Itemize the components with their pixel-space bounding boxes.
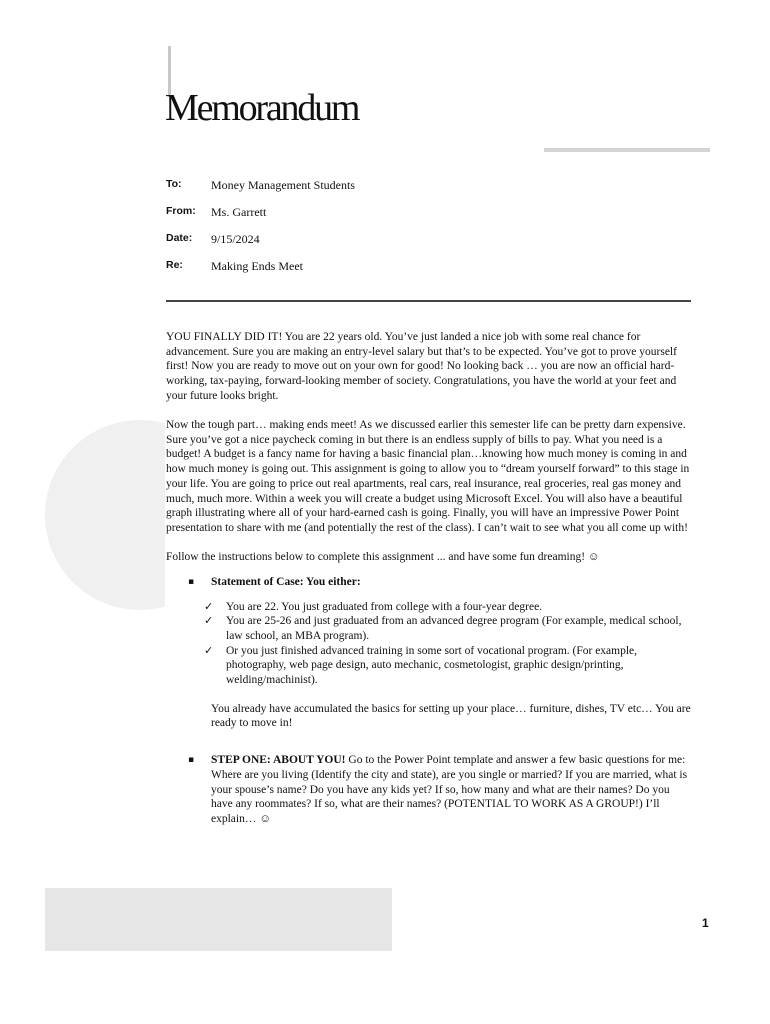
re-label: Re: xyxy=(166,259,183,271)
case-followup: You already have accumulated the basics for setting up your place… furniture, dishes, TV etc… You are ready to move in! xyxy=(211,702,691,730)
from-value: Ms. Garrett xyxy=(211,205,267,219)
case-heading: Statement of Case: You either: xyxy=(211,575,361,588)
to-label: To: xyxy=(166,178,182,190)
step-one-text: Go to the Power Point template and answer a few basic questions for me: Where are you living (Identify the city and state), are you single or married? If you are married, what is your spouse’s name? Do you have any kids yet? If so, how many and what are their names? Do you have any roommates? If so, what are their names? (POTENTIAL TO WORK AS A GROUP!) I’ll explain… ☺ xyxy=(211,754,688,825)
case-section xyxy=(188,575,694,731)
bullet-icon: ▪ xyxy=(188,576,195,587)
re-value: Making Ends Meet xyxy=(211,259,303,273)
instructions-paragraph: Follow the instructions below to complete this assignment ... and have some fun dreaming! ☺ xyxy=(166,551,600,564)
list-item: ✓ You are 22. You just graduated from college with a four-year degree. xyxy=(204,599,543,613)
list-item: ✓ You are 25-26 and just graduated from an advanced degree program (For example, medical school, law school, an MBA program). xyxy=(204,614,682,642)
memo-body xyxy=(166,330,694,827)
checkmark-icon: ✓ xyxy=(204,599,214,613)
budget-paragraph: Now the tough part… making ends meet! As we discussed earlier this semester life can be pretty darn expensive. Sure you’ve got a nice paycheck coming in but there is an endless supply of bills to pay. What you need is a budget! A budget is a fancy name for having a basic financial plan…knowing how much money is coming in and how much money is going out. This assignment is going to allow you to “dream yourself forward” to this stage in your life. You are going to price out real apartments, real cars, real insurance, real groceries, real gas money and much, much more. Within a week you will create a budget using Microsoft Excel. You will also have a beautiful graph illustrating where all of your hard-earned cash is going. Finally, you will have an impressive Power Point presentation to share with me (and potentially the rest of the class). I can’t wait to see what you all come up with! xyxy=(166,419,690,534)
date-value: 9/15/2024 xyxy=(211,232,260,246)
to-value: Money Management Students xyxy=(211,178,355,192)
from-label: From: xyxy=(166,205,196,217)
decorative-footer-box xyxy=(45,888,392,951)
checkmark-icon: ✓ xyxy=(204,643,214,657)
case-list xyxy=(204,599,694,688)
step-one-section xyxy=(188,753,694,827)
date-label: Date: xyxy=(166,232,193,244)
header-divider xyxy=(166,300,691,302)
checkmark-icon: ✓ xyxy=(204,614,214,628)
step-one-heading: STEP ONE: ABOUT YOU! xyxy=(211,754,346,767)
bullet-icon: ▪ xyxy=(188,755,195,766)
page-number: 1 xyxy=(702,916,709,930)
decorative-title-rule xyxy=(544,148,710,152)
list-item: ✓ Or you just finished advanced training in some sort of vocational program. (For example, photography, web page design, auto mechanic, cosmetologist, graphic design/printing, welding/machinist). xyxy=(204,643,638,687)
memo-title: Memorandum xyxy=(165,87,359,129)
intro-paragraph: YOU FINALLY DID IT! You are 22 years old. You’ve just landed a nice job with some real chance for advancement. Sure you are making an entry-level salary but that’s to be expected. You’ve got to prove yourself first! Now you are ready to move out on your own for good! No looking back … you are now an official hard-working, tax-paying, forward-looking member of society. Congratulations, you have the world at your feet and your future looks bright. xyxy=(166,331,677,402)
